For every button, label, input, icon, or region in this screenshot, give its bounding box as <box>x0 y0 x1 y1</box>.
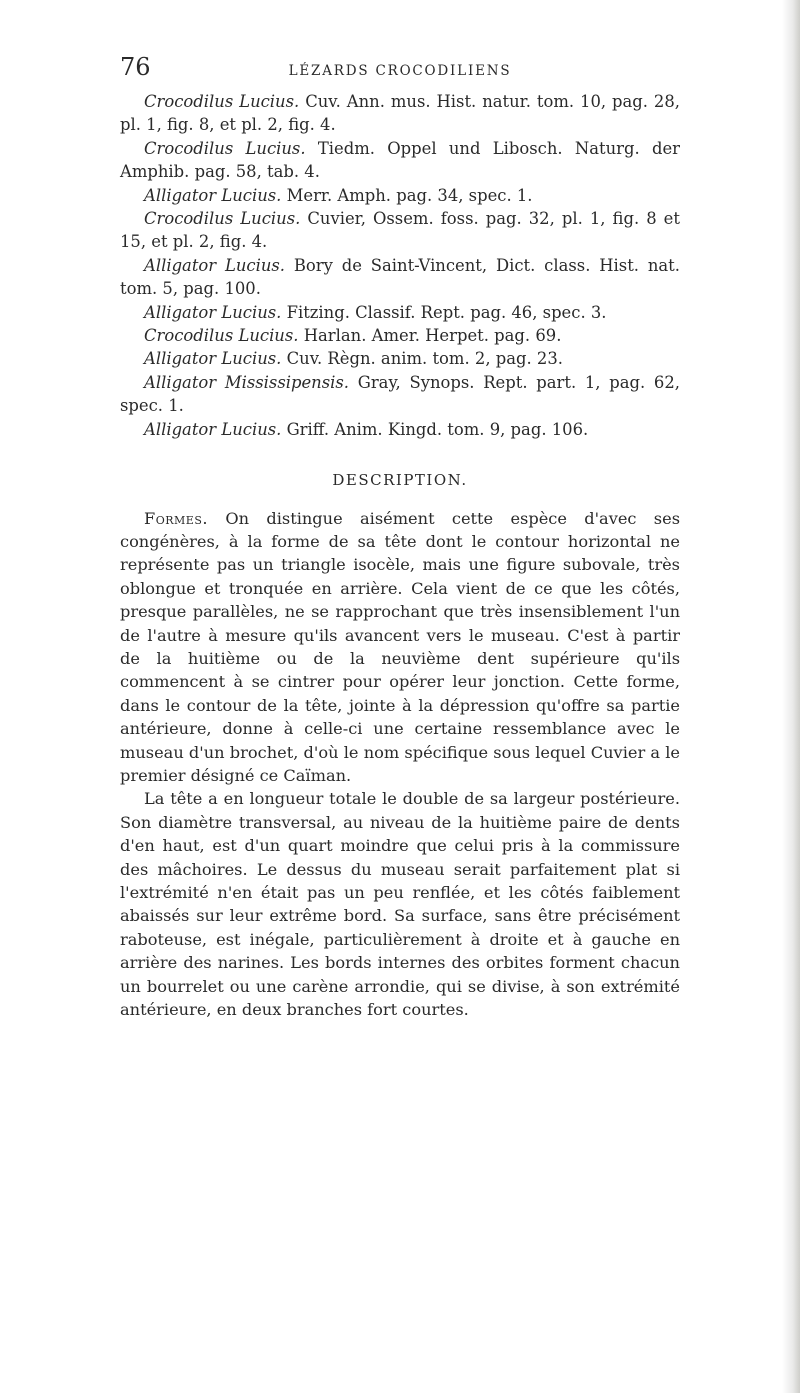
reference: Merr. Amph. pag. 34, spec. 1. <box>286 185 533 205</box>
paragraph-lead: Formes. <box>144 508 209 528</box>
species-name: Crocodilus Lucius. <box>144 209 301 229</box>
species-name: Alligator Lucius. <box>144 349 282 369</box>
reference: Cuv. Règn. anim. tom. 2, pag. 23. <box>286 349 563 369</box>
synonymy-entry <box>120 371 680 418</box>
running-title: LÉZARDS CROCODILIENS <box>288 63 512 79</box>
species-name: Crocodilus Lucius. <box>144 92 300 111</box>
section-heading: DESCRIPTION. <box>332 471 468 490</box>
reference: Cuvier, Ossem. foss. pag. 32, pl. 1, fig. 8 et 15, et pl. 2, fig. 4. <box>120 209 680 252</box>
page-number: 76 <box>120 53 151 81</box>
reference: Tiedm. Oppel und Libosch. Naturg. der Amphib. pag. 58, tab. 4. <box>120 138 680 182</box>
synonymy-entry <box>120 90 680 137</box>
species-name: Alligator Mississipensis. <box>144 372 350 392</box>
species-name: Alligator Lucius. <box>144 302 282 322</box>
page-content <box>120 53 680 1021</box>
description-paragraph: La tête a en longueur totale le double de sa largeur postérieure. Son diamètre transversal, au niveau de la huitième paire de dents d'en haut, est d'un quart moindre que celui pris à la commissure des mâchoires. Le dessus du museau serait parfaitement plat si l'extrémité n'en était pas un peu renflée, et les côtés faiblement abaissés sur leur extrême bord. Sa surface, sans être précisément raboteuse, est inégale, particulièrement à droite et à gauche en arrière des narines. Les bords internes des orbites forment chacun un bourrelet ou une carène arrondie, qui se divise, à son extrémité antérieure, en deux branches fort courtes. <box>120 789 680 1020</box>
synonymy-entry <box>120 324 680 347</box>
species-name: Crocodilus Lucius. <box>144 138 306 158</box>
species-name: Crocodilus Lucius. <box>144 326 299 346</box>
synonymy-entry <box>120 301 680 324</box>
reference: Griff. Anim. Kingd. tom. 9, pag. 106. <box>286 419 589 439</box>
species-name: Alligator Lucius. <box>144 185 282 205</box>
synonymy-entry <box>120 184 680 207</box>
reference: Bory de Saint-Vincent, Dict. class. Hist. nat. tom. 5, pag. 100. <box>120 255 680 299</box>
reference: Fitzing. Classif. Rept. pag. 46, spec. 3. <box>286 302 607 322</box>
paragraph-text: On distingue aisément cette espèce d'avec ses congénères, à la forme de sa tête dont le contour horizontal ne représente pas un triangle isocèle, mais une figure subovale, très oblongue et tronquée en arrière. Cela vient de ce que les côtés, presque parallèles, ne se rapprochant que très insensiblement l'un de l'autre à mesure qu'ils avancent vers le museau. C'est à partir de la huitième ou de la neuvième dent supérieure qu'ils commencent à se cintrer pour opérer leur jonction. Cette forme, dans le contour de la tête, jointe à la dépression qu'offre sa partie antérieure, donne à celle-ci une certaine ressemblance avec le museau d'un brochet, d'où le nom spécifique sous lequel Cuvier a le premier désigné ce Caïman. <box>120 508 680 785</box>
running-head <box>120 53 680 90</box>
reference: Harlan. Amer. Herpet. pag. 69. <box>303 326 562 346</box>
species-name: Alligator Lucius. <box>144 255 286 275</box>
page-edge-shadow <box>782 0 800 1393</box>
description-paragraph <box>120 507 680 788</box>
synonymy-entry <box>120 254 680 301</box>
synonymy-entry <box>120 347 680 370</box>
synonymy-entry <box>120 137 680 184</box>
synonymy-entry <box>120 418 680 441</box>
reference: Gray, Synops. Rept. part. 1, pag. 62, spec. 1. <box>120 372 680 416</box>
species-name: Alligator Lucius. <box>144 419 282 439</box>
reference: Cuv. Ann. mus. Hist. natur. tom. 10, pag. 28, pl. 1, fig. 8, et pl. 2, fig. 4. <box>120 92 680 135</box>
synonymy-entry <box>120 207 680 254</box>
synonymy-list <box>120 90 680 441</box>
